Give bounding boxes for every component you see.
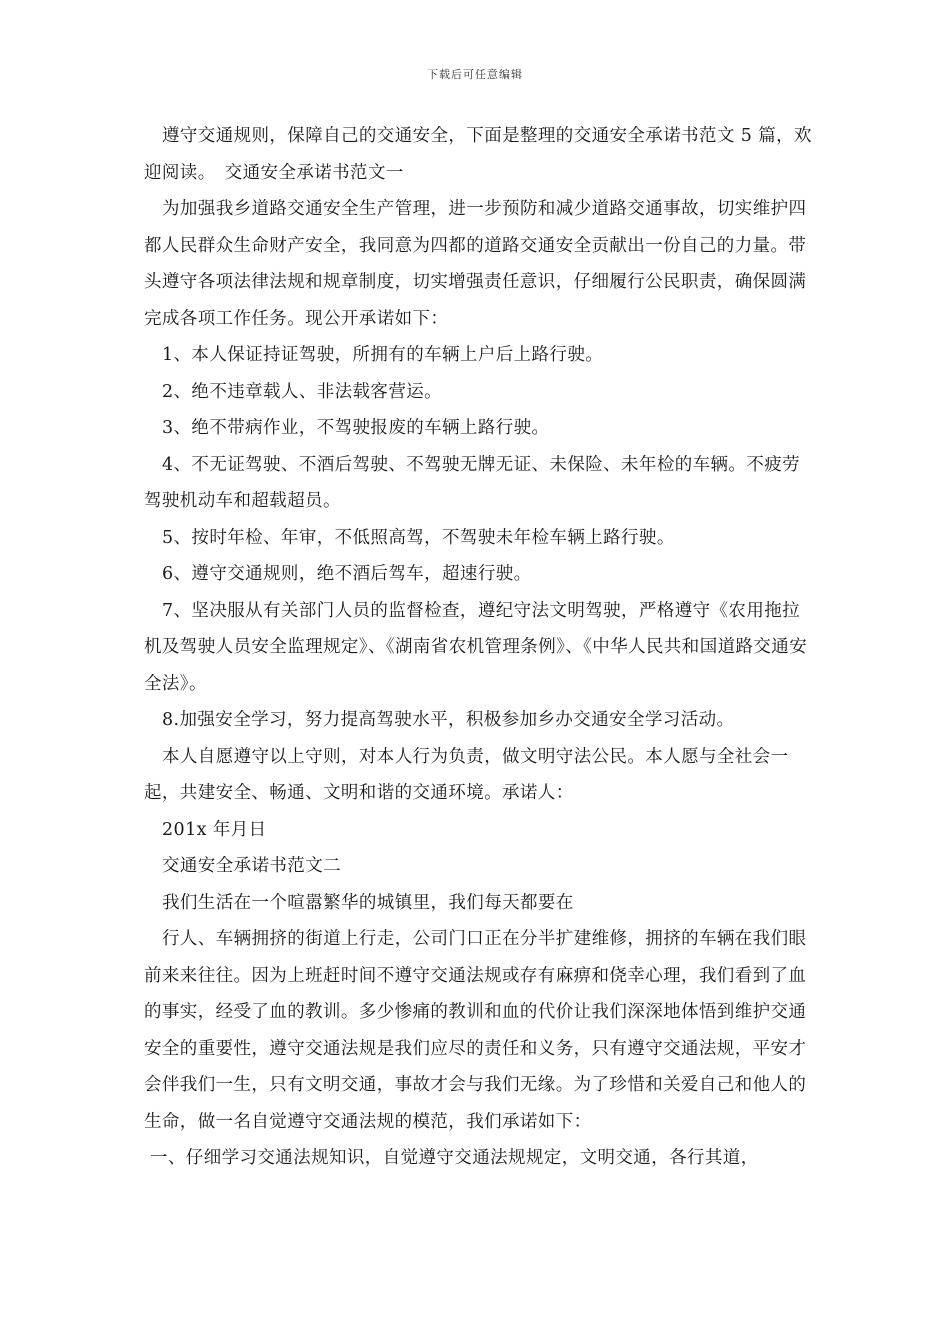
commitment-item-4: 4、不无证驾驶、不酒后驾驶、不驾驶无牌无证、未保险、未年检的车辆。不疲劳驾驶机动车和超载超员。 bbox=[144, 454, 801, 511]
commitment-item-6: 6、遵守交通规则，绝不酒后驾车，超速行驶。 bbox=[162, 564, 532, 584]
commitment-item-7: 7、坚决服从有关部门人员的监督检查，遵纪守法文明驾驶，严格遵守《农用拖拉机及驾驶人员安全监理规定》、《湖南省农机管理条例》、《中华人民共和国道路交通安全法》。 bbox=[144, 600, 808, 694]
section-2-opening: 我们生活在一个喧嚣繁华的城镇里，我们每天都要在 bbox=[162, 892, 574, 913]
commitment-preamble: 为加强我乡道路交通安全生产管理，进一步预防和减少道路交通事故，切实维护四都人民群众生命财产安全，我同意为四都的道路交通安全贡献出一份自己的力量。带头遵守各项法律法规和规章制度，切实增强责任意识，仔细履行公民职责，确保圆满完成各项工作任务。现公开承诺如下： bbox=[144, 199, 807, 329]
document-body bbox=[144, 118, 814, 1177]
page-header: 下载后可任意编辑 bbox=[427, 68, 523, 81]
section-2-body: 行人、车辆拥挤的街道上行走，公司门口正在分半扩建维修，拥挤的车辆在我们眼前来来往往。因为上班赶时间不遵守交通法规或存有麻痹和侥幸心理，我们看到了血的事实，经受了血的教训。多少惨痛的教训和血的代价让我们深深地体悟到维护交通安全的重要性，遵守交通法规是我们应尽的责任和义务，只有遵守交通法规，平安才会伴我们一生，只有文明交通，事故才会与我们无缘。为了珍惜和关爱自己和他人的生命，做一名自觉遵守交通法规的模范，我们承诺如下： bbox=[144, 929, 807, 1132]
date-line: 201x 年月日 bbox=[162, 819, 267, 840]
commitment-item-2: 2、绝不违章载人、非法载客营运。 bbox=[162, 381, 443, 402]
commitment-item-8: 8.加强安全学习，努力提高驾驶水平，积极参加乡办交通安全学习活动。 bbox=[162, 710, 735, 730]
commitment-item-1: 1、本人保证持证驾驶，所拥有的车辆上户后上路行驶。 bbox=[162, 345, 604, 365]
commitment-closing: 本人自愿遵守以上守则，对本人行为负责，做文明守法公民。本人愿与全社会一起，共建安全、畅通、文明和谐的交通环境。承诺人： bbox=[144, 746, 789, 803]
section-2-item-1: 一、仔细学习交通法规知识，自觉遵守交通法规规定，文明交通，各行其道， bbox=[150, 1148, 759, 1168]
commitment-item-3: 3、绝不带病作业，不驾驶报废的车辆上路行驶。 bbox=[162, 418, 550, 438]
intro-paragraph: 遵守交通规则，保障自己的交通安全，下面是整理的交通安全承诺书范文 5 篇，欢迎阅读。 交通安全承诺书范文一 bbox=[144, 126, 812, 183]
section-title-2: 交通安全承诺书范文二 bbox=[162, 856, 341, 876]
commitment-item-5: 5、按时年检、年审，不低照高驾，不驾驶未年检车辆上路行驶。 bbox=[162, 527, 675, 548]
